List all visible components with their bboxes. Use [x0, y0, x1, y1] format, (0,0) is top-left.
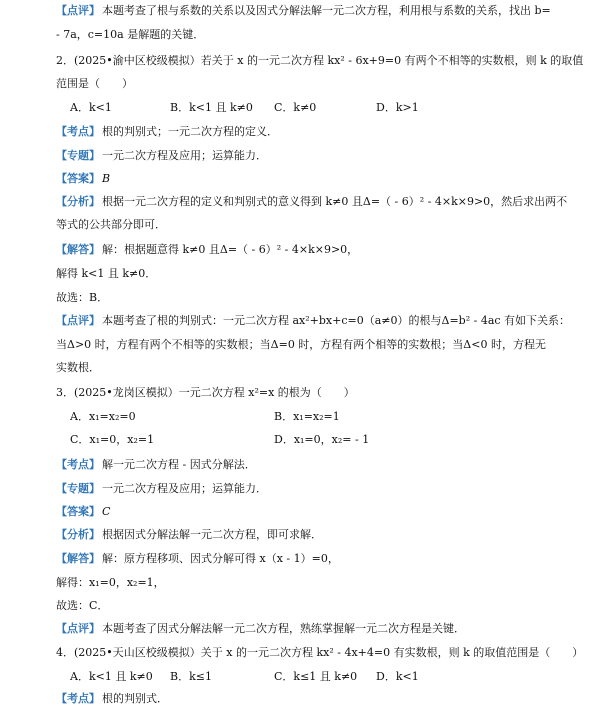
option-a: A．k<1	[70, 101, 112, 114]
option-b: B．x₁=x₂=1	[274, 410, 340, 423]
question-4-options	[56, 669, 547, 685]
kaodian-text: 根的判别式．	[102, 692, 168, 705]
dianping-tag: 【点评】	[56, 4, 100, 17]
fenxi-text: 等式的公共部分即可．	[56, 218, 166, 231]
dianping-tag: 【点评】	[56, 622, 100, 635]
kaodian-line	[56, 691, 547, 707]
jieda-text: 解：根据题意得 k≠0 且Δ=（ - 6）² - 4×k×9>0，	[102, 243, 359, 256]
dianping-text: 实数根．	[56, 361, 100, 374]
fenxi-text: 根据因式分解法解一元二次方程，即可求解．	[102, 528, 322, 541]
question-stem-text: 2．(2025•渝中区校级模拟）若关于 x 的一元二次方程 kx² - 6x+9=0 有两个不相等的实数根，则 k 的取值	[56, 54, 584, 67]
dianping-tag: 【点评】	[56, 314, 100, 327]
jieda-line	[56, 266, 547, 282]
dianping-text: - 7a，c=10a 是解题的关键．	[56, 28, 205, 41]
answer-tag: 【答案】	[56, 172, 100, 185]
kaodian-line	[56, 457, 547, 473]
dianping-text: 本题考查了根的判别式：一元二次方程 ax²+bx+c=0（a≠0）的根与Δ=b² - 4ac 有如下关系：	[102, 314, 571, 327]
option-a: A．k<1 且 k≠0	[70, 670, 153, 683]
dianping-line	[56, 313, 571, 329]
option-b: B．k≤1	[170, 670, 212, 683]
dianping-text: 本题考查了因式分解法解一元二次方程，熟练掌握解一元二次方程是关键．	[102, 622, 465, 635]
fenxi-tag: 【分析】	[56, 528, 100, 541]
dianping-text: 本题考查了根与系数的关系以及因式分解法解一元二次方程，利用根与系数的关系，找出 b=	[102, 4, 551, 17]
dianping-line	[56, 337, 547, 353]
jieda-line	[56, 575, 547, 591]
jieda-line	[56, 598, 547, 614]
answer-text: B	[102, 172, 111, 185]
jieda-text: 解：原方程移项、因式分解可得 x（x - 1）=0，	[102, 552, 339, 565]
answer-line	[56, 504, 547, 520]
zhuanti-tag: 【专题】	[56, 149, 100, 162]
dianping-text: 当Δ>0 时，方程有两个不相等的实数根；当Δ=0 时，方程有两个相等的实数根；当Δ<0 时，方程无	[56, 338, 546, 351]
question-stem-text: 范围是（ ）	[56, 77, 133, 90]
jieda-line	[56, 242, 547, 258]
zhuanti-line	[56, 481, 547, 497]
dianping-line	[56, 360, 547, 376]
question-3-options	[56, 409, 547, 425]
fenxi-line	[56, 194, 568, 210]
option-b: B．k<1 且 k≠0	[170, 101, 253, 114]
dianping-line	[56, 621, 547, 637]
zhuanti-text: 一元二次方程及应用；运算能力．	[102, 482, 267, 495]
jieda-tag: 【解答】	[56, 243, 100, 256]
dianping-line	[56, 27, 547, 43]
jieda-line	[56, 551, 547, 567]
zhuanti-line	[56, 148, 547, 164]
jieda-text: 解得：x₁=0，x₂=1，	[56, 576, 165, 589]
zhuanti-tag: 【专题】	[56, 482, 100, 495]
kaodian-text: 解一元二次方程 - 因式分解法．	[102, 458, 256, 471]
option-c: C．x₁=0，x₂=1	[70, 433, 155, 446]
question-3-stem	[56, 385, 547, 401]
dianping-line	[56, 3, 551, 19]
answer-line	[56, 171, 547, 187]
kaodian-tag: 【考点】	[56, 692, 100, 705]
option-a: A．x₁=x₂=0	[70, 410, 136, 423]
option-d: D．k>1	[376, 101, 419, 114]
question-stem-text: 4．(2025•天山区校级模拟）关于 x 的一元二次方程 kx² - 4x+4=0 有实数根，则 k 的取值范围是（ ）	[56, 646, 584, 659]
kaodian-tag: 【考点】	[56, 125, 100, 138]
answer-text: C	[102, 505, 111, 518]
question-4-stem	[56, 645, 584, 661]
answer-tag: 【答案】	[56, 505, 100, 518]
fenxi-line	[56, 217, 547, 233]
question-3-options	[56, 432, 547, 448]
fenxi-tag: 【分析】	[56, 195, 100, 208]
kaodian-text: 根的判别式；一元二次方程的定义．	[102, 125, 278, 138]
question-2-stem	[56, 76, 547, 92]
jieda-text: 故选：B．	[56, 291, 109, 304]
option-c: C．k≤1 且 k≠0	[274, 670, 358, 683]
question-2-stem	[56, 53, 584, 69]
kaodian-line	[56, 124, 547, 140]
jieda-text: 故选：C．	[56, 599, 109, 612]
jieda-text: 解得 k<1 且 k≠0．	[56, 267, 157, 280]
option-d: D．k<1	[376, 670, 419, 683]
jieda-line	[56, 290, 547, 306]
fenxi-text: 根据一元二次方程的定义和判别式的意义得到 k≠0 且Δ=（ - 6）² - 4×k×9>0，然后求出两不	[102, 195, 568, 208]
option-c: C．k≠0	[274, 101, 317, 114]
kaodian-tag: 【考点】	[56, 458, 100, 471]
question-2-options	[56, 100, 547, 116]
option-d: D．x₁=0，x₂= - 1	[274, 433, 370, 446]
zhuanti-text: 一元二次方程及应用；运算能力．	[102, 149, 267, 162]
jieda-tag: 【解答】	[56, 552, 100, 565]
question-stem-text: 3．(2025•龙岗区模拟）一元二次方程 x²=x 的根为（ ）	[56, 386, 355, 399]
fenxi-line	[56, 527, 547, 543]
